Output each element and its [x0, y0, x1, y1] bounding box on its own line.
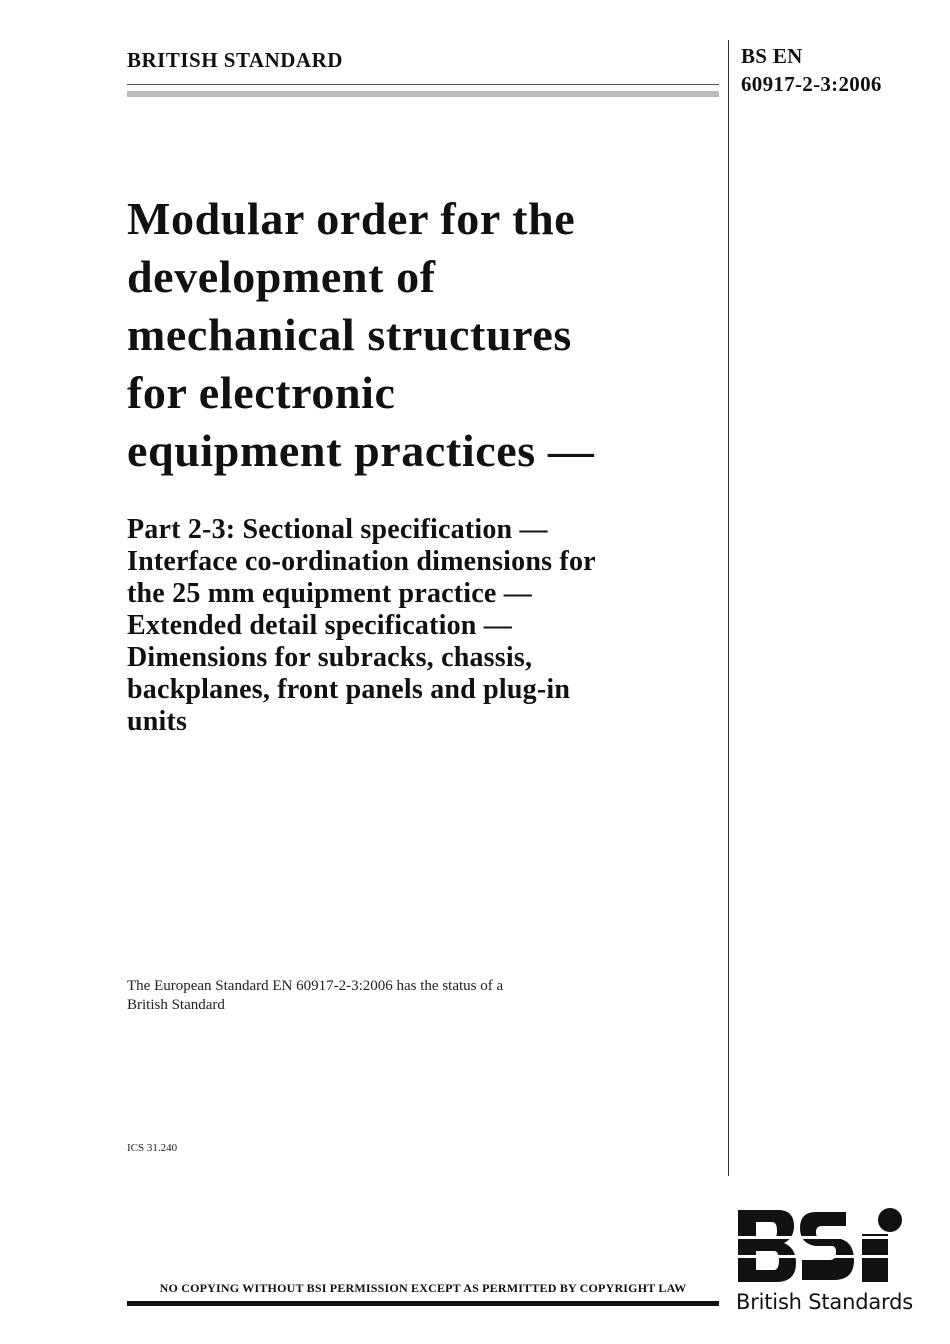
part-title	[127, 514, 727, 738]
ics-code: ICS 31.240	[127, 1142, 178, 1154]
part-title-line: the 25 mm equipment practice —	[127, 578, 532, 609]
main-title-line: mechanical structures	[127, 309, 572, 360]
part-title-line: Part 2-3: Sectional specification —	[127, 514, 548, 545]
status-line: The European Standard EN 60917-2-3:2006 has the status of a	[127, 978, 504, 994]
main-title-line: equipment practices —	[127, 425, 595, 476]
part-title-line: backplanes, front panels and plug-in	[127, 674, 571, 705]
vertical-divider	[728, 40, 729, 1176]
part-title-line: Interface co-ordination dimensions for	[127, 546, 596, 577]
header-divider-thick	[127, 91, 719, 97]
standard-number-line-2: 60917-2-3:2006	[741, 72, 882, 96]
status-line: British Standard	[127, 997, 225, 1013]
main-title-line: Modular order for the	[127, 193, 576, 244]
bsi-logo-mark	[736, 1208, 906, 1284]
part-title-line: Dimensions for subracks, chassis,	[127, 642, 533, 673]
footer-divider	[127, 1301, 719, 1306]
main-title-line: for electronic	[127, 367, 396, 418]
copyright-notice: NO COPYING WITHOUT BSI PERMISSION EXCEPT AS PERMITTED BY COPYRIGHT LAW	[159, 1281, 687, 1295]
main-title-line: development of	[127, 251, 436, 302]
bsi-logo-caption: British Standards	[736, 1290, 913, 1314]
standard-number-line-1: BS EN	[741, 44, 803, 68]
status-statement	[127, 977, 627, 1015]
bsi-logo	[736, 1208, 913, 1314]
main-title	[127, 190, 717, 480]
document-type-label: BRITISH STANDARD	[127, 48, 343, 72]
standard-number	[741, 42, 882, 98]
part-title-line: units	[127, 706, 188, 737]
header-divider-thin	[127, 84, 719, 85]
part-title-line: Extended detail specification —	[127, 610, 512, 641]
